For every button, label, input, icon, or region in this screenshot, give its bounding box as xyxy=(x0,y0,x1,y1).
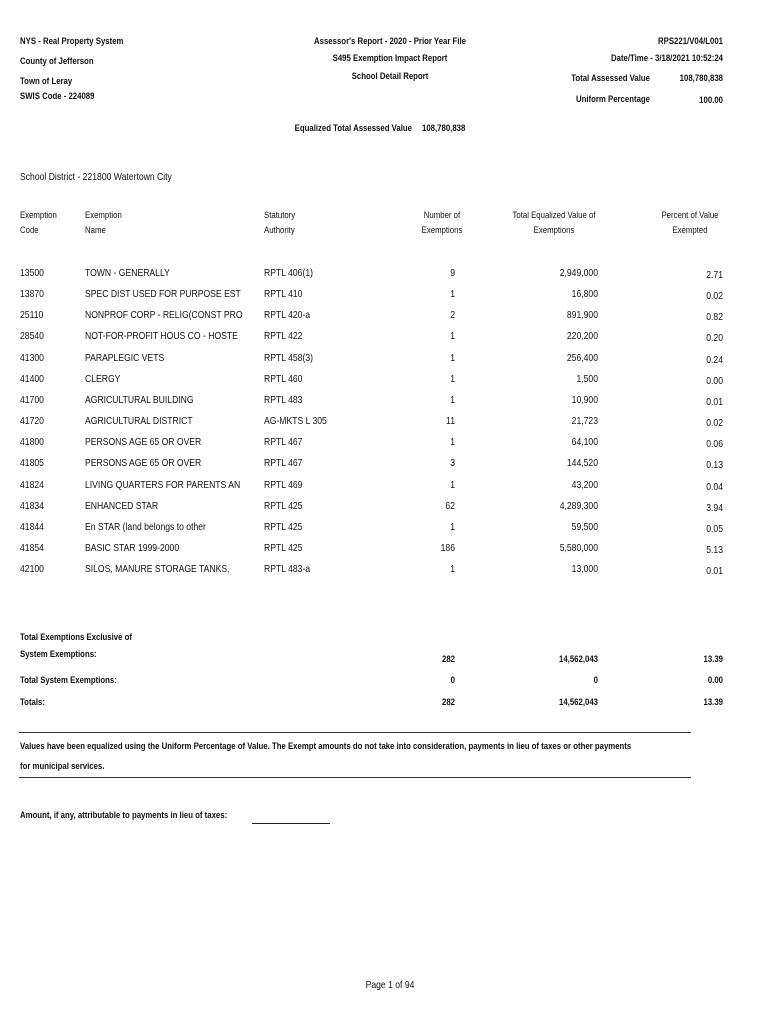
percent-exempted: 5.13 xyxy=(706,543,723,556)
table-row xyxy=(0,542,770,562)
percent-exempted: 3.94 xyxy=(706,501,723,514)
number-of-exemptions: 62 xyxy=(445,499,455,512)
total-equalized-value: 2,949,000 xyxy=(559,267,598,279)
exemption-code: 41720 xyxy=(20,415,44,428)
grand-total-percent: 13.39 xyxy=(703,697,723,708)
table-row xyxy=(0,500,770,520)
statutory-authority: RPTL 458(3) xyxy=(264,351,313,364)
number-of-exemptions: 1 xyxy=(450,288,455,301)
total-equalized-value: 1,500 xyxy=(576,372,598,385)
total-assessed-label: Total Assessed Value xyxy=(571,73,650,84)
statutory-authority: RPTL 460 xyxy=(264,372,303,385)
col-header-name: Exemption Name xyxy=(85,210,122,236)
number-of-exemptions: 186 xyxy=(440,541,455,554)
header-county: County of Jefferson xyxy=(20,56,94,67)
equalized-total-label: Equalized Total Assessed Value xyxy=(294,123,412,134)
percent-exempted: 0.20 xyxy=(706,332,723,345)
exemption-name: BASIC STAR 1999-2000 xyxy=(85,541,180,554)
report-subtitle: S495 Exemption Impact Report xyxy=(332,53,448,64)
percent-exempted: 0.02 xyxy=(706,417,723,430)
exemption-code: 13500 xyxy=(20,267,44,279)
exemption-name: ENHANCED STAR xyxy=(85,499,159,512)
percent-exempted: 0.13 xyxy=(706,459,723,472)
report-type: School Detail Report xyxy=(351,71,429,82)
statutory-authority: RPTL 410 xyxy=(264,288,303,301)
report-title: Assessor's Report - 2020 - Prior Year File xyxy=(314,36,466,47)
total-equalized-value: 43,200 xyxy=(571,478,598,491)
statutory-authority: RPTL 425 xyxy=(264,499,303,512)
statutory-authority: RPTL 483 xyxy=(264,393,303,406)
total-system-label: Total System Exemptions: xyxy=(20,675,117,686)
number-of-exemptions: 1 xyxy=(450,393,455,406)
exemption-code: 41800 xyxy=(20,436,44,449)
report-id: RPS221/V04/L001 xyxy=(658,36,723,47)
uniform-percentage-label: Uniform Percentage xyxy=(575,94,650,105)
col-header-number: Number of Exemptions xyxy=(421,210,463,236)
table-row xyxy=(0,457,770,477)
exemption-name: PERSONS AGE 65 OR OVER xyxy=(85,457,202,470)
exemption-code: 41844 xyxy=(20,520,44,533)
pilot-amount-label: Amount, if any, attributable to payments in lieu of taxes: xyxy=(20,810,228,821)
notice-line-1: Values have been equalized using the Uniform Percentage of Value. The Exempt amounts do not take into consideration, payments in lieu of taxes or other payments xyxy=(20,741,632,752)
grand-total-number: 282 xyxy=(441,697,455,708)
total-exclusive-label-2: System Exemptions: xyxy=(20,649,97,660)
total-equalized-value: 891,900 xyxy=(566,309,598,322)
exemption-code: 41300 xyxy=(20,351,44,364)
table-row xyxy=(0,563,770,583)
total-equalized-value: 10,900 xyxy=(571,393,598,406)
pilot-amount-blank xyxy=(252,823,330,824)
percent-exempted: 0.82 xyxy=(706,311,723,324)
table-row xyxy=(0,267,770,287)
exemption-name: TOWN - GENERALLY xyxy=(85,267,170,279)
total-system-value: 0 xyxy=(593,675,598,686)
percent-exempted: 0.00 xyxy=(706,374,723,387)
exemption-name: NONPROF CORP - RELIG(CONST PRO xyxy=(85,309,243,322)
exemption-name: SPEC DIST USED FOR PURPOSE EST xyxy=(85,288,241,301)
equalized-total-value: 108,780,838 xyxy=(422,123,466,134)
table-row xyxy=(0,394,770,414)
table-row xyxy=(0,436,770,456)
total-equalized-value: 220,200 xyxy=(566,330,598,343)
percent-exempted: 2.71 xyxy=(706,269,723,281)
exemption-name: AGRICULTURAL DISTRICT xyxy=(85,415,193,428)
percent-exempted: 0.04 xyxy=(706,480,723,493)
exemption-name: PERSONS AGE 65 OR OVER xyxy=(85,436,202,449)
percent-exempted: 0.06 xyxy=(706,438,723,451)
statutory-authority: RPTL 425 xyxy=(264,520,303,533)
grand-total-label: Totals: xyxy=(20,697,45,708)
statutory-authority: RPTL 420-a xyxy=(264,309,311,322)
table-row xyxy=(0,521,770,541)
table-row xyxy=(0,373,770,393)
percent-exempted: 0.05 xyxy=(706,522,723,535)
header-town: Town of Leray xyxy=(20,76,73,87)
exemption-name: SILOS, MANURE STORAGE TANKS, xyxy=(85,563,230,576)
exemption-code: 41700 xyxy=(20,393,44,406)
uniform-percentage-value: 100.00 xyxy=(699,95,723,106)
exemption-code: 13870 xyxy=(20,288,44,301)
total-assessed-value: 108,780,838 xyxy=(679,73,723,84)
total-equalized-value: 256,400 xyxy=(566,351,598,364)
page-number: Page 1 of 94 xyxy=(365,979,415,991)
statutory-authority: RPTL 467 xyxy=(264,457,303,470)
report-datetime: Date/Time - 3/18/2021 10:52:24 xyxy=(610,53,723,64)
grand-total-value: 14,562,043 xyxy=(559,697,598,708)
notice-bottom-rule xyxy=(19,777,691,778)
table-row xyxy=(0,352,770,372)
number-of-exemptions: 11 xyxy=(446,415,455,428)
total-exclusive-percent: 13.39 xyxy=(703,654,723,665)
notice-line-2: for municipal services. xyxy=(20,761,105,772)
exemption-name: LIVING QUARTERS FOR PARENTS AN xyxy=(85,478,241,491)
total-equalized-value: 13,000 xyxy=(571,563,598,576)
statutory-authority: RPTL 425 xyxy=(264,541,303,554)
school-district: School District - 221800 Watertown City xyxy=(20,171,172,183)
table-row xyxy=(0,330,770,350)
statutory-authority: AG-MKTS L 305 xyxy=(264,415,327,428)
number-of-exemptions: 1 xyxy=(450,478,455,491)
total-equalized-value: 5,580,000 xyxy=(559,541,598,554)
statutory-authority: RPTL 469 xyxy=(264,478,303,491)
percent-exempted: 0.01 xyxy=(706,395,723,408)
exemption-code: 41854 xyxy=(20,541,44,554)
number-of-exemptions: 1 xyxy=(450,372,455,385)
statutory-authority: RPTL 483-a xyxy=(264,563,311,576)
total-equalized-value: 64,100 xyxy=(571,436,598,449)
percent-exempted: 0.01 xyxy=(706,565,723,578)
exemption-name: PARAPLEGIC VETS xyxy=(85,351,165,364)
number-of-exemptions: 1 xyxy=(450,351,455,364)
percent-exempted: 0.24 xyxy=(706,353,723,366)
total-equalized-value: 16,800 xyxy=(571,288,598,301)
exemption-code: 25110 xyxy=(20,309,44,322)
notice-top-rule xyxy=(19,732,691,733)
exemption-name: NOT-FOR-PROFIT HOUS CO - HOSTE xyxy=(85,330,238,343)
percent-exempted: 0.02 xyxy=(706,290,723,303)
statutory-authority: RPTL 422 xyxy=(264,330,303,343)
total-equalized-value: 4,289,300 xyxy=(559,499,598,512)
total-exclusive-label-1: Total Exemptions Exclusive of xyxy=(20,632,132,643)
number-of-exemptions: 2 xyxy=(450,309,455,322)
exemption-code: 42100 xyxy=(20,563,44,576)
col-header-authority: Statutory Authority xyxy=(264,210,296,236)
exemption-name: AGRICULTURAL BUILDING xyxy=(85,393,194,406)
statutory-authority: RPTL 406(1) xyxy=(264,267,313,279)
exemption-code: 41400 xyxy=(20,372,44,385)
table-row xyxy=(0,479,770,499)
total-equalized-value: 144,520 xyxy=(566,457,598,470)
exemption-name: CLERGY xyxy=(85,372,121,385)
total-system-percent: 0.00 xyxy=(707,675,723,686)
exemption-code: 41824 xyxy=(20,478,44,491)
col-header-percent: Percent of Value Exempted xyxy=(661,210,719,236)
header-swis-code: SWIS Code - 224089 xyxy=(20,91,95,102)
total-exclusive-value: 14,562,043 xyxy=(559,654,598,665)
exemption-code: 41805 xyxy=(20,457,44,470)
col-header-code: Exemption Code xyxy=(20,210,57,236)
total-exclusive-number: 282 xyxy=(441,654,455,665)
total-equalized-value: 21,723 xyxy=(571,415,598,428)
total-system-number: 0 xyxy=(450,675,455,686)
table-row xyxy=(0,288,770,308)
header-system: NYS - Real Property System xyxy=(20,36,124,47)
number-of-exemptions: 1 xyxy=(450,563,455,576)
number-of-exemptions: 1 xyxy=(450,520,455,533)
exemption-name: En STAR (land belongs to other xyxy=(85,520,206,533)
total-equalized-value: 59,500 xyxy=(571,520,598,533)
number-of-exemptions: 1 xyxy=(450,330,455,343)
table-row xyxy=(0,415,770,435)
statutory-authority: RPTL 467 xyxy=(264,436,303,449)
exemption-code: 28540 xyxy=(20,330,44,343)
number-of-exemptions: 1 xyxy=(450,436,455,449)
exemption-code: 41834 xyxy=(20,499,44,512)
col-header-total: Total Equalized Value of Exemptions xyxy=(512,210,596,236)
number-of-exemptions: 9 xyxy=(450,267,455,279)
table-row xyxy=(0,309,770,329)
number-of-exemptions: 3 xyxy=(450,457,455,470)
